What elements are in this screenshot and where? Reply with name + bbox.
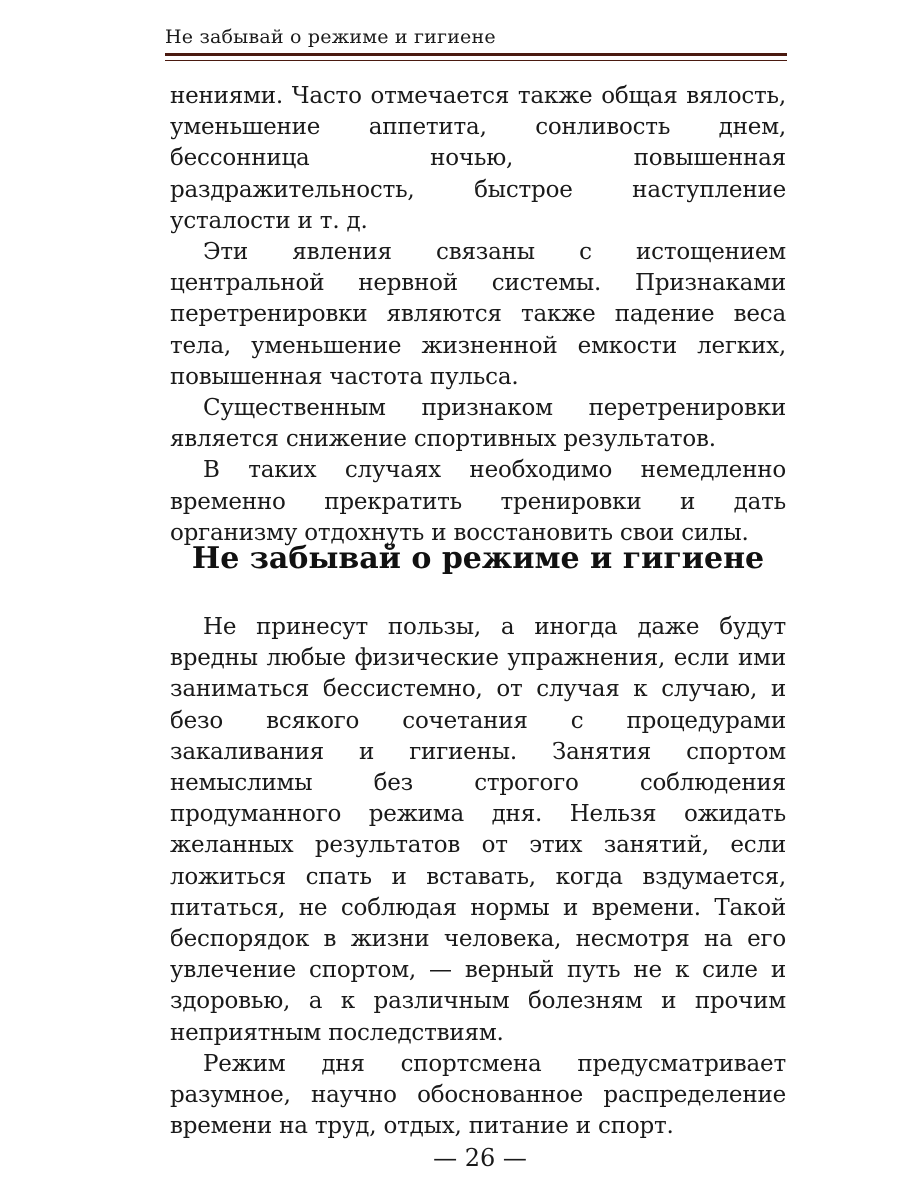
running-header: Не забывай о режиме и гигиене	[165, 26, 496, 48]
header-rule-thick	[165, 53, 787, 56]
page-number: — 26 —	[433, 1144, 527, 1172]
paragraph: Не принесут пользы, а иногда даже будут вредны любые физические упражнения, если ими заниматься бессистемно, от случая к случаю, и безо всякого сочетания с процедурами закаливания и гигиены. Занятия спортом немыслимы без строгого соблюдения продуманного режима дня. Нельзя ожидать желанных результатов от этих занятий, если ложиться спать и вставать, когда вздумается, питаться, не соблюдая нормы и времени. Такой беспорядок в жизни человека, несмотря на его увлечение спортом, — верный путь не к силе и здоровью, а к различным болезням и прочим неприятным последствиям.	[170, 614, 786, 1046]
paragraph-continuation: нениями. Часто отмечается также общая вялость, уменьшение аппетита, сонливость днем, бессонница ночью, повышенная раздражительность, быстрое наступление усталости и т. д.	[170, 83, 786, 234]
header-rule-thin	[165, 60, 787, 61]
paragraph: Существенным признаком перетренировки является снижение спортивных результатов.	[170, 395, 786, 453]
paragraph: Режим дня спортсмена предусматривает разумное, научно обоснованное распределение времени на труд, отдых, питание и спорт.	[170, 1050, 786, 1140]
top-text-block	[170, 81, 786, 549]
paragraph: Эти явления связаны с истощением центральной нервной системы. Признаками перетренировки являются также падение веса тела, уменьшение жизненной емкости легких, повышенная частота пульса.	[170, 239, 786, 390]
paragraph: В таких случаях необходимо немедленно временно прекратить тренировки и дать организму отдохнуть и восстановить свои силы.	[170, 457, 786, 546]
section-heading: Не забывай о режиме и гигиене	[191, 541, 765, 576]
section-text-block	[170, 612, 786, 1142]
